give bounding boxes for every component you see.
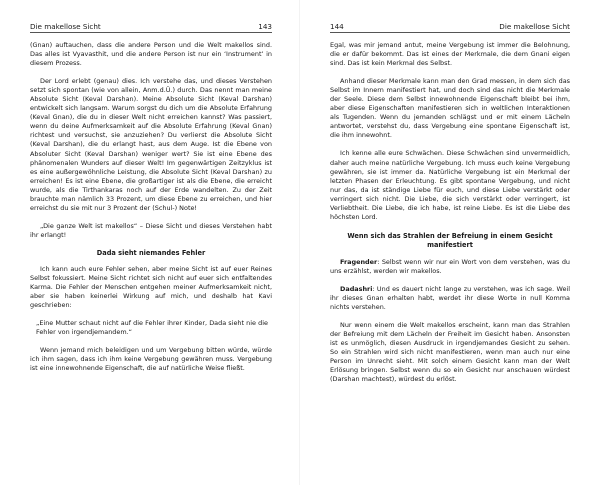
paragraph: Der Lord erlebt (genau) dies. Ich verstehe das, und dieses Verstehen setzt sich spontan (wie von allein, Anm.d.Ü.) durch. Das nennt man meine Absolute Sicht (Keval Darshan). Meine Absolute Sicht (Keval Darshan) entwickelt sich langsam. Warum sorgst du dich um die Absolute Erfahrung (Keval Gnan), die du in dieser Welt nicht erreichen kannst? Was passiert, wenn du deine Aufmerksamkeit auf die Absolute Erfahrung (Keval Gnan) richtest und versuchst, sie anzuziehen? Du verlierst die Absolute Sicht (Keval Darshan), die du erlangt hast, aus dem Auge. Ist die Ebene von Absoluter Sicht (Keval Darshan) weniger wert? Sie ist eine Ebene des phänomenalen Wunders auf dieser Welt! Im gegenwärtigen Zeitzyklus ist es eine außergewöhnliche Leistung, die Absolute Sicht (Keval Darshan) zu erreichen! Es ist eine Ebene, die großartiger ist als die Ebene, die erreicht wurde, als die Tirthankaras noch auf der Erde wandelten. Zu der Zeit brauchte man nämlich 33 Prozent, um diese Ebene zu erreichen, und hier erreichst du sie mit nur 3 Prozent der (Schul-) Note!	[30, 77, 272, 212]
speaker-label: Fragender	[340, 257, 378, 266]
header-title: Die makellose Sicht	[30, 22, 101, 31]
right-page	[300, 0, 600, 485]
dialogue-line	[330, 258, 570, 276]
paragraph: Egal, was mir jemand antut, meine Vergebung ist immer die Belohnung, die er dafür bekommt. Das ist eines der Merkmale, die dem Gnani eigen sind. Das ist kein Merkmal des Selbst.	[330, 41, 570, 68]
paragraph: Wenn jemand mich beleidigen und um Vergebung bitten würde, würde ich ihm sagen, dass ich ihm keine Vergebung gewähren muss. Vergebung ist eine innewohnende Eigenschaft, die auf natürliche Weise fließt.	[30, 346, 272, 373]
section-heading: Wenn sich das Strahlen der Befreiung in einem Gesicht manifestiert	[347, 231, 553, 249]
paragraph: Ich kenne alle eure Schwächen. Diese Schwächen sind unvermeidlich, daher auch meine natürliche Vergebung. Ich muss euch keine Vergebung gewähren, sie ist immer da. Natürliche Vergebung ist ein Merkmal der letzten Phasen der Erleuchtung. Es gibt spontane Vergebung, und nicht nur das, da ist ständige Liebe für euch, und diese Liebe verstärkt oder verringert sich nicht. Die Liebe, die sich verstärkt oder verringert, ist Verliebtheit. Die Liebe, die ich habe, ist reine Liebe. Es ist die Liebe des höchsten Lord.	[330, 149, 570, 221]
dialogue-line	[330, 285, 570, 312]
page-number: 143	[258, 22, 272, 31]
header-title: Die makellose Sicht	[499, 22, 570, 31]
paragraph: Ich kann auch eure Fehler sehen, aber meine Sicht ist auf euer Reines Selbst fokussiert. Meine Sicht richtet sich nicht auf euer sich entfaltendes Karma. Die Fehler der Menschen entgehen meiner Aufmerksamkeit nicht, aber sie haben keinerlei Wirkung auf mich, und deshalb hat Kavi geschrieben:	[30, 264, 272, 310]
paragraph: (Gnan) auftauchen, dass die andere Person und die Welt makellos sind. Das alles ist Vyavasthit, und die andere Person ist nur ein ‘Instrument’ in diesem Prozess.	[30, 41, 272, 68]
page-number: 144	[330, 22, 344, 31]
page-header	[30, 4, 272, 33]
paragraph: Anhand dieser Merkmale kann man den Grad messen, in dem sich das Selbst im Innern manifestiert hat, und doch sind das nicht die Merkmale der Seele. Diese dem Selbst innewohnende Eigenschaft bleibt bei ihm, aber diese Eigenschaften manifestieren sich in weltlichen Interaktionen als Tugenden. Wenn du jemanden schlägst und er mit einem Lächeln antwortet, verstehst du, dass Vergebung eine spontane Eigenschaft ist, die ihm innewohnt.	[330, 77, 570, 140]
page-body	[30, 33, 272, 373]
paragraph: Nur wenn einem die Welt makellos erscheint, kann man das Strahlen der Befreiung mit dem Lächeln der Freiheit im Gesicht haben. Ansonsten ist es unmöglich, diesen Ausdruck in irgendjemandes Gesicht zu sehen. So ein Strahlen wird sich nicht manifestieren, wenn man auch nur eine Person im Unrecht sieht. Mit solch einem Gesicht kann man der Welt Erlösung bringen. Selbst wenn du so ein Gesicht nur anschauen würdest (Darshan machtest), würdest du erlöst.	[330, 321, 570, 384]
dialogue-text: : Und es dauert nicht lange zu verstehen, was ich sage. Weil ihr dieses Gnan erhalten habt, werdet ihr diese Worte in null Komma nichts verstehen.	[330, 284, 570, 312]
paragraph: „Die ganze Welt ist makellos“ – Diese Sicht und dieses Verstehen habt ihr erlangt!	[30, 221, 272, 239]
page-body	[330, 33, 570, 384]
page-header	[330, 4, 570, 33]
quote: „Eine Mutter schaut nicht auf die Fehler ihrer Kinder, Dada sieht nie die Fehler von irgendjemandem.“	[36, 319, 268, 337]
dialogue-text: : Selbst wenn wir nur ein Wort von dem verstehen, was du uns erzählst, werden wir makellos.	[330, 257, 570, 275]
section-heading: Dada sieht niemandes Fehler	[96, 248, 206, 257]
speaker-label: Dadashri	[340, 284, 373, 293]
